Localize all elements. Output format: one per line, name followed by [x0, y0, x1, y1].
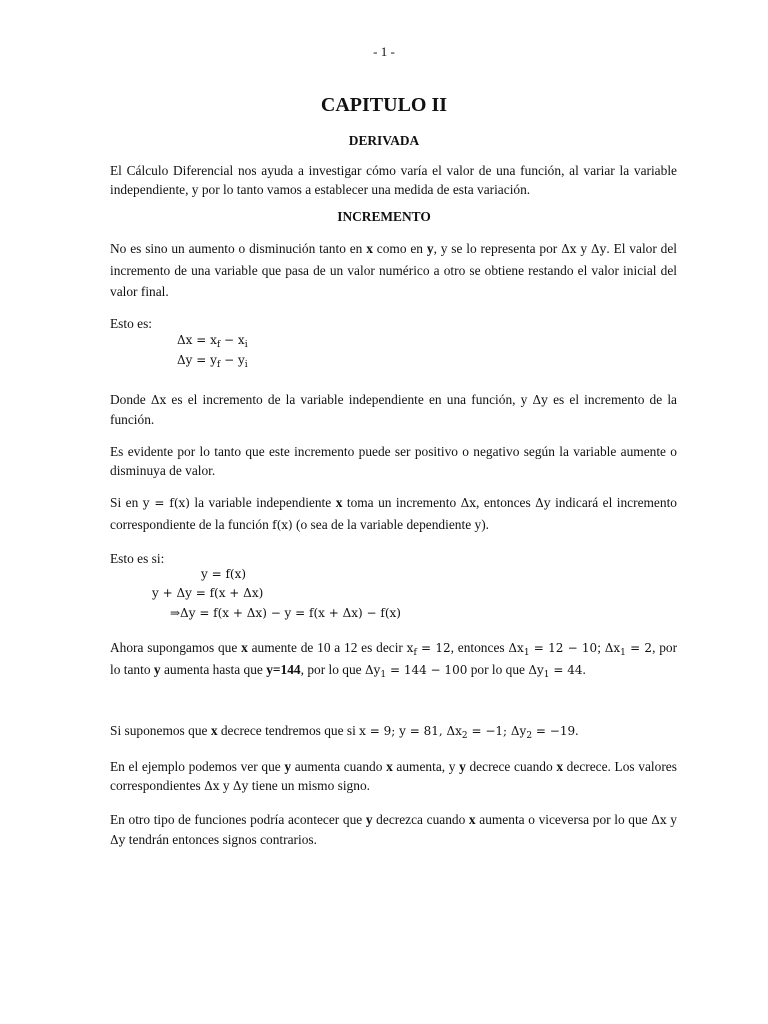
equation-delta-y: $\Delta y = y_f - y_i$ [177, 353, 248, 370]
equation-delta-x: $\Delta x = x_f - x_i$ [177, 333, 248, 350]
paragraph-si-en: Si en y = f(x) la variable independiente x toma un incremento Δx, entonces Δy indicará el incremento correspondiente de la función f(x) (o sea de la variable dependiente y). [110, 495, 677, 532]
paragraph-ahora-supongamos: Ahora supongamos que x aumente de 10 a 12 es decir $x_f = 12$, entonces $\Delta x_1 = 12 - 10$; $\Delta x_1 = 2$, por lo tanto y aumenta hasta que y=144, por lo que $\Delta y_1 = 144 - 100$ por lo que $\Delta y_1 = 44$. [110, 640, 678, 680]
section-heading-derivada: DERIVADA [348, 133, 420, 148]
paragraph-incremento-definition: No es sino un aumento o disminución tanto en x como en y, y se lo representa por Δx y Δy. El valor del incremento de una variable que pasa de un valor numérico a otro se obtiene restando el valor inicial del valor final. [110, 241, 678, 299]
section-heading-incremento: INCREMENTO [337, 209, 431, 224]
paragraph-donde: Donde Δx es el incremento de la variable independiente en una función, y Δy es el incremento de la función. [110, 392, 677, 427]
page-number: - 1 - [373, 44, 395, 59]
label-esto-es: Esto es: [110, 316, 153, 331]
equation-function: y = f(x) [201, 567, 247, 581]
paragraph-si-suponemos: Si suponemos que x decrece tendremos que si x = 9; y = 81, $\Delta x_2 = -1$; $\Delta y_2 = -19$. [110, 723, 579, 741]
equation-increment: y + Δy = f(x + Δx) [152, 586, 264, 600]
label-esto-es-si: Esto es si: [110, 551, 165, 566]
paragraph-evidente: Es evidente por lo tanto que este incremento puede ser positivo o negativo según la variable aumente o disminuya de valor. [110, 444, 677, 478]
chapter-title: CAPITULO II [320, 94, 448, 116]
paragraph-en-el-ejemplo: En el ejemplo podemos ver que y aumenta cuando x aumenta, y y decrece cuando x decrece. Los valores correspondientes Δx y Δy tiene un mismo signo. [110, 759, 677, 793]
intro-paragraph: El Cálculo Diferencial nos ayuda a investigar cómo varía el valor de una función, al variar la variable independiente, y por lo tanto vamos a establecer una medida de esta variación. [110, 163, 677, 197]
equation-delta-y-derivation: ⇒Δy = f(x + Δx) − y = f(x + Δx) − f(x) [170, 606, 401, 620]
paragraph-en-otro-tipo: En otro tipo de funciones podría acontecer que y decrezca cuando x aumenta o viceversa por lo que Δx y Δy tendrán entonces signos contrarios. [110, 812, 677, 847]
